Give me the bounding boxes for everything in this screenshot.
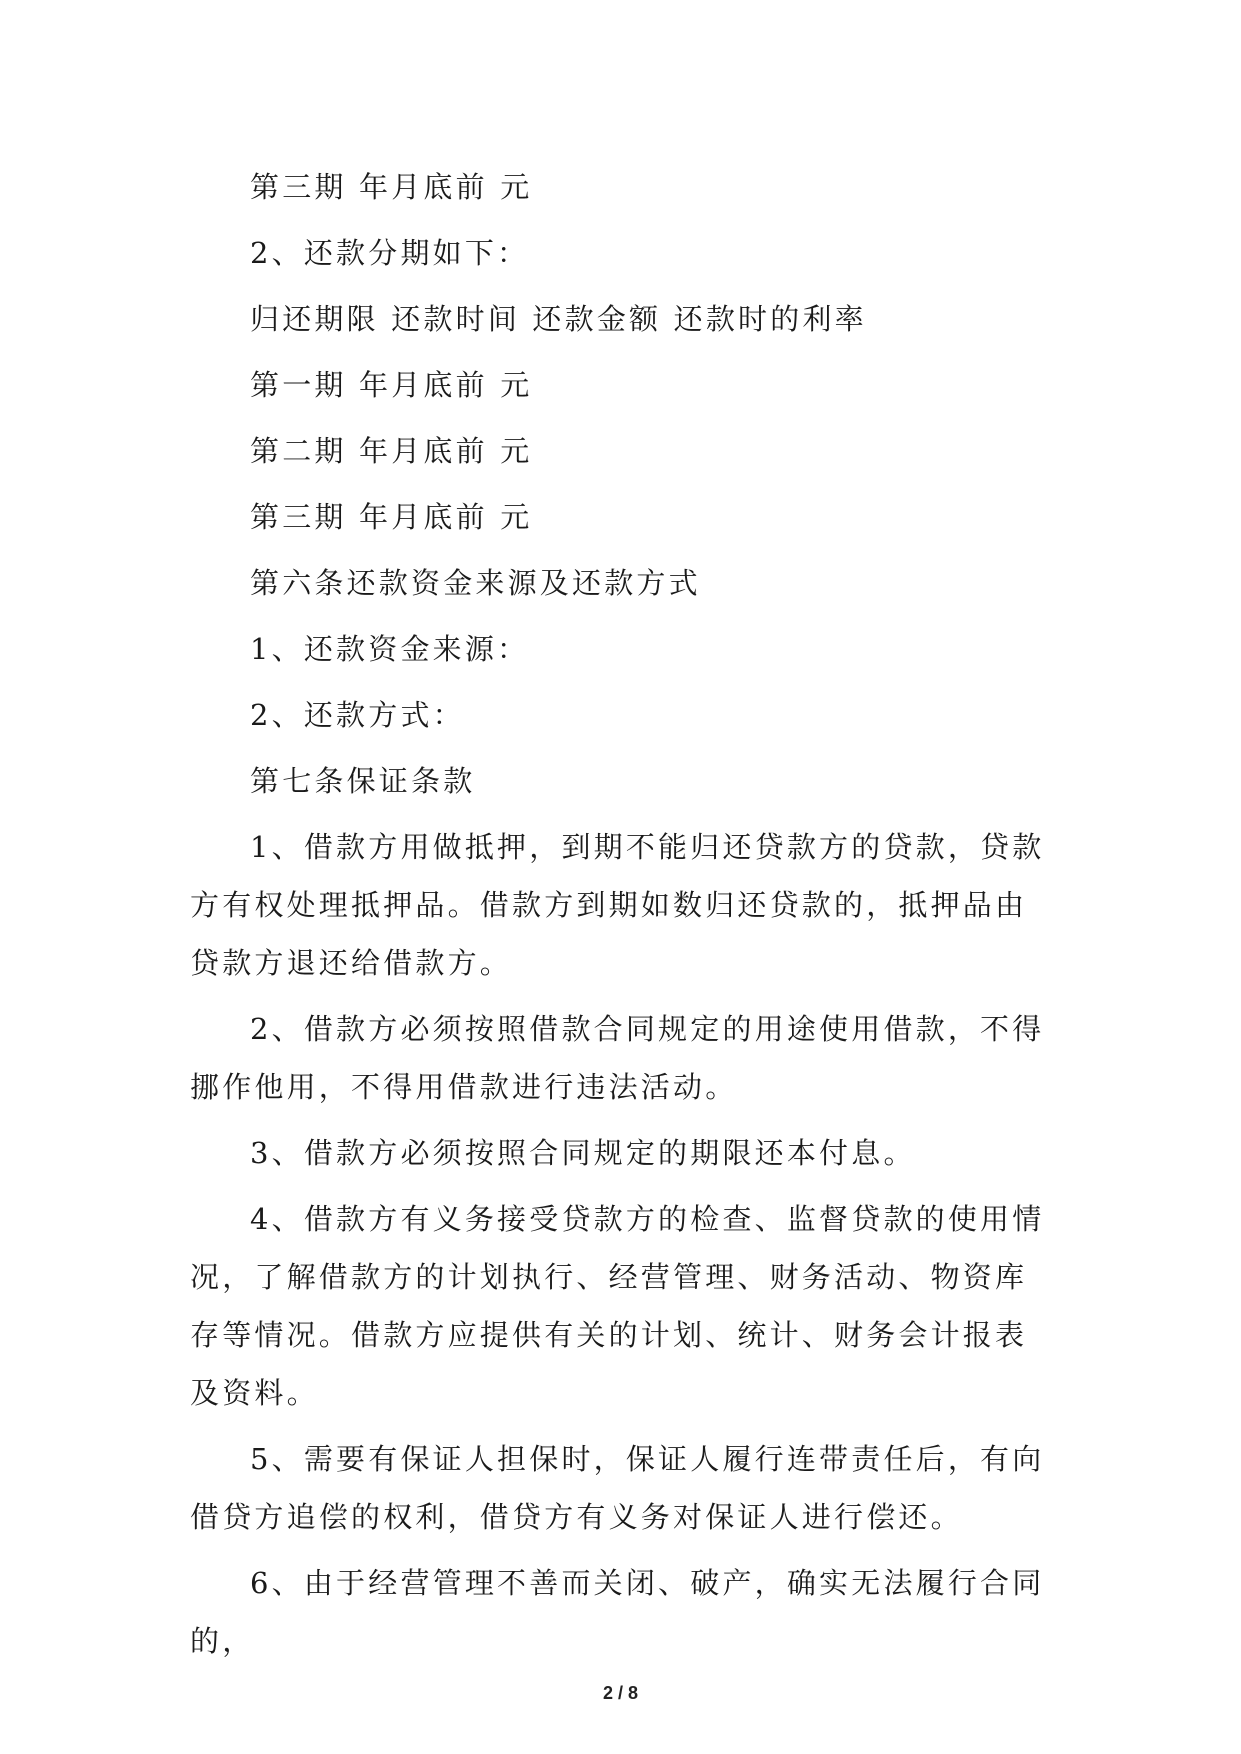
paragraph-installment-3-a: 第三期 年月底前 元 — [250, 170, 533, 204]
paragraph-fund-source: 1、还款资金来源： — [250, 632, 530, 666]
paragraph-installment-1: 第一期 年月底前 元 — [250, 368, 533, 402]
page-number: 2 / 8 — [602, 1683, 639, 1703]
clause-7-5: 5、需要有保证人担保时，保证人履行连带责任后，有向借贷方追偿的权利，借贷方有义务对保证人进行偿还。 — [190, 1442, 1045, 1534]
paragraph-installment-3-b: 第三期 年月底前 元 — [250, 500, 533, 534]
document-body — [190, 158, 1054, 1678]
paragraph-repayment-installments: 2、还款分期如下： — [250, 236, 530, 270]
clause-7-4: 4、借款方有义务接受贷款方的检查、监督贷款的使用情况，了解借款方的计划执行、经营管理、财务活动、物资库存等情况。借款方应提供有关的计划、统计、财务会计报表及资料。 — [190, 1202, 1045, 1410]
paragraph-table-header: 归还期限 还款时间 还款金额 还款时的利率 — [250, 302, 867, 336]
paragraph-installment-2: 第二期 年月底前 元 — [250, 434, 533, 468]
clause-7-3: 3、借款方必须按照合同规定的期限还本付息。 — [250, 1136, 916, 1170]
clause-7-1: 1、借款方用做抵押，到期不能归还贷款方的贷款，贷款方有权处理抵押品。借款方到期如数归还贷款的，抵押品由贷款方退还给借款方。 — [190, 830, 1045, 980]
clause-7-2: 2、借款方必须按照借款合同规定的用途使用借款，不得挪作他用，不得用借款进行违法活动。 — [190, 1012, 1045, 1104]
heading-article-6: 第六条还款资金来源及还款方式 — [250, 566, 701, 600]
paragraph-repayment-method: 2、还款方式： — [250, 698, 465, 732]
heading-article-7: 第七条保证条款 — [250, 764, 476, 798]
clause-7-6: 6、由于经营管理不善而关闭、破产，确实无法履行合同的， — [190, 1566, 1045, 1658]
